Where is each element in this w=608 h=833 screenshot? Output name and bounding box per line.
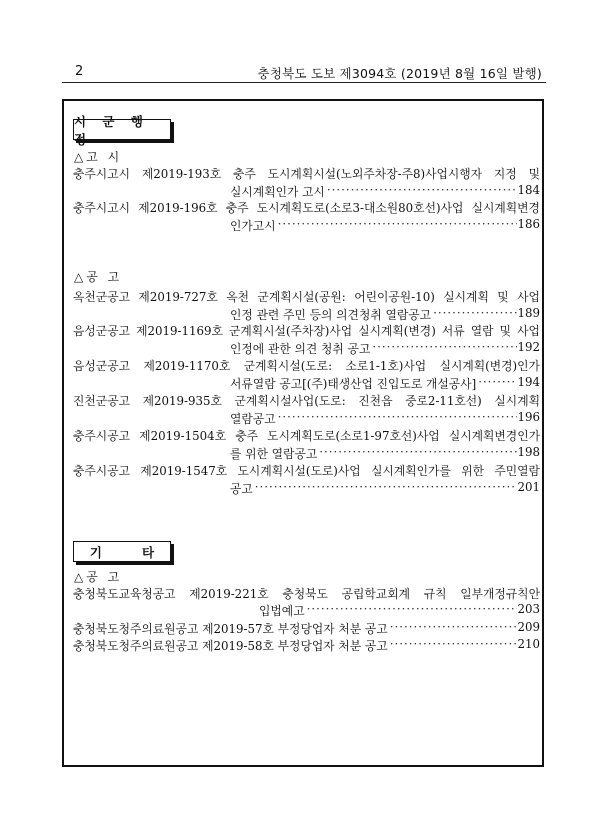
toc-entry-continuation: 실시계획인가 고시 ····· 184 bbox=[230, 183, 540, 200]
toc-entry-line: 충주시공고 제2019-1547호 도시계획시설(도로)사업 실시계획인가를 위한 주민열람 bbox=[73, 464, 540, 478]
toc-entry-line: 음성군공고 제2019-1169호 군계획시설(주차장)사업 실시계획(변경) 서류 열람 및 사업 bbox=[73, 324, 540, 338]
toc-entry-continuation: 열람공고 ····· 196 bbox=[230, 410, 540, 427]
subheading-announcement: △공 고 bbox=[74, 270, 123, 284]
toc-entry-line: 충청북도청주의료원공고 제2019-57호 부정당업자 처분 공고 ····· 209 bbox=[73, 620, 540, 637]
page-number: 2 bbox=[75, 64, 84, 79]
section-label-city-county-admin: 시 군 행 정 bbox=[73, 119, 171, 140]
toc-entry-continuation: 인정 관련 주민 등의 의견청취 열람공고 ····· 189 bbox=[230, 306, 540, 323]
toc-entry-line: 충주시고시 제2019-196호 충주 도시계획도로(소로3-대소원80호선)사업 실시계획변경 bbox=[73, 201, 540, 215]
page-ref: 209 bbox=[517, 620, 540, 634]
toc-entry-line: 충청북도교육청공고 제2019-221호 충청북도 공립학교회계 규칙 일부개정규칙안 bbox=[73, 587, 540, 601]
toc-entry-line: 진천군공고 제2019-935호 군계획시설사업(도로: 진천읍 중로2-11호선) 실시계획 bbox=[73, 394, 540, 408]
page-ref: 192 bbox=[517, 340, 540, 354]
toc-entry-continuation: 인정에 관한 의견 청취 공고 ····· 192 bbox=[230, 340, 540, 357]
subheading-announcement: △공 고 bbox=[74, 570, 123, 584]
page-ref: 189 bbox=[517, 306, 540, 320]
page-ref: 198 bbox=[517, 445, 540, 459]
page-ref: 184 bbox=[517, 183, 540, 197]
publication-title: 충청북도 도보 제3094호 (2019년 8월 16일 발행) bbox=[257, 66, 542, 81]
toc-entry-line: 음성군공고 제2019-1170호 군계획시설(도로: 소로1-1호)사업 실시계획(변경)인가 bbox=[73, 359, 540, 373]
toc-entry-line: 옥천군공고 제2019-727호 옥천 군계획시설(공원: 어린이공원-10) 실시계획 및 사업 bbox=[73, 290, 540, 304]
page-ref: 210 bbox=[517, 637, 540, 651]
toc-entry-continuation: 입법예고 ····· 203 bbox=[259, 602, 540, 619]
toc-entry-continuation: 를 위한 열람공고 ····· 198 bbox=[230, 445, 540, 462]
page-ref: 203 bbox=[517, 602, 540, 616]
toc-entry-line: 충주시고시 제2019-193호 충주 도시계획시설(노외주차장-주8)사업시행자 지정 및 bbox=[73, 167, 540, 181]
header-rule bbox=[62, 82, 546, 83]
toc-entry-line: 충주시공고 제2019-1504호 충주 도시계획도로(소로1-97호선)사업 실시계획변경인가 bbox=[73, 429, 540, 443]
page-ref: 186 bbox=[517, 217, 540, 231]
subheading-notice: △고 시 bbox=[74, 150, 123, 164]
toc-entry-continuation: 공고 ····· 201 bbox=[230, 480, 540, 497]
section-label-others: 기 타 bbox=[73, 541, 171, 562]
page-ref: 194 bbox=[517, 375, 540, 389]
toc-entry-line: 충청북도청주의료원공고 제2019-58호 부정당업자 처분 공고 ····· 210 bbox=[73, 637, 540, 654]
page-ref: 201 bbox=[517, 480, 540, 494]
page-ref: 196 bbox=[517, 410, 540, 424]
toc-entry-continuation: 서류열람 공고[(주)태생산업 진입도로 개설공사] ····· 194 bbox=[230, 375, 540, 392]
toc-entry-continuation: 인가고시 ····· 186 bbox=[230, 217, 540, 234]
